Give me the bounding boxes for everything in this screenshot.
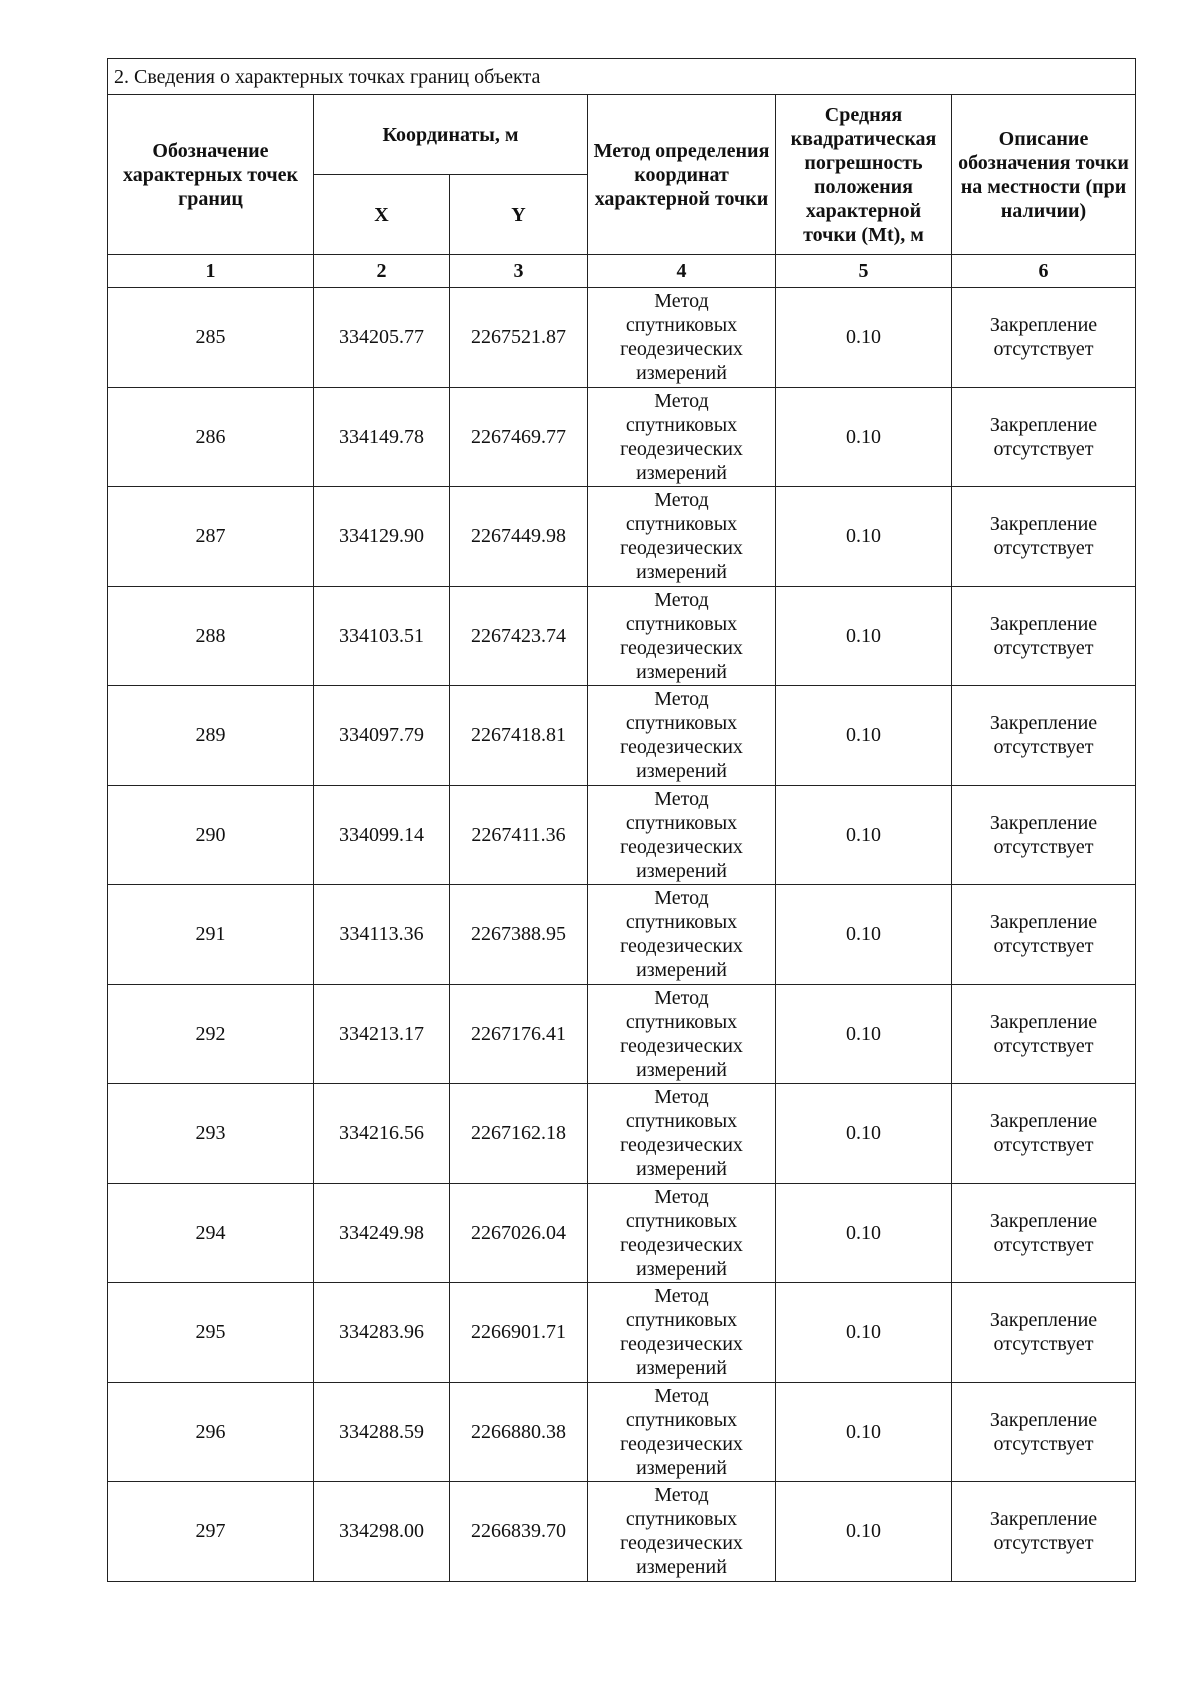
mt-error-cell: 0.10 [776,586,952,686]
method-line: спутниковых [625,413,738,436]
description-line: отсутствует [993,1333,1094,1356]
method-cell [588,1482,776,1582]
method-line: Метод [654,1086,709,1109]
table-row [108,1382,1136,1482]
table-row [108,686,1136,786]
method-cell [588,487,776,587]
method-line: Метод [654,290,709,313]
method-line: Метод [654,688,709,711]
column-number: 6 [952,255,1136,288]
method-line: измерений [636,1357,727,1380]
description-line: Закрепление [989,612,1098,635]
description-line: отсутствует [993,1034,1094,1057]
method-line: спутниковых [625,314,738,337]
column-number: 2 [314,255,450,288]
point-number-cell: 288 [108,586,314,686]
method-line: измерений [636,1058,727,1081]
description-line: отсутствует [993,437,1094,460]
method-line: геодезических [620,338,743,361]
table-row [108,984,1136,1084]
description-cell [952,1183,1136,1283]
header-error: Средняя квадратическая погрешность положения характерной точки (Mt), м [776,95,952,255]
header-designation: Обозначение характерных точек границ [108,95,314,255]
description-line: Закрепление [989,1010,1098,1033]
description-cell [952,686,1136,786]
description-line: отсутствует [993,935,1094,958]
y-coordinate-cell: 2267521.87 [450,288,588,388]
method-line: Метод [654,986,709,1009]
description-line: отсутствует [993,636,1094,659]
description-line: Закрепление [989,712,1098,735]
table-row [108,1283,1136,1383]
y-coordinate-cell: 2267176.41 [450,984,588,1084]
description-cell [952,586,1136,686]
mt-error-cell: 0.10 [776,487,952,587]
mt-error-cell: 0.10 [776,1482,952,1582]
x-coordinate-cell: 334283.96 [314,1283,450,1383]
header-method: Метод определения координат характерной точки [588,95,776,255]
method-line: измерений [636,461,727,484]
point-number-cell: 297 [108,1482,314,1582]
method-line: Метод [654,1484,709,1507]
y-coordinate-cell: 2267418.81 [450,686,588,786]
x-coordinate-cell: 334205.77 [314,288,450,388]
y-coordinate-cell: 2267388.95 [450,885,588,985]
table-row [108,1482,1136,1582]
method-line: Метод [654,1384,709,1407]
description-line: Закрепление [989,1309,1098,1332]
method-cell [588,686,776,786]
y-coordinate-cell: 2267411.36 [450,785,588,885]
x-coordinate-cell: 334129.90 [314,487,450,587]
description-line: отсутствует [993,1432,1094,1455]
x-coordinate-cell: 334249.98 [314,1183,450,1283]
point-number-cell: 294 [108,1183,314,1283]
y-coordinate-cell: 2267162.18 [450,1084,588,1184]
description-line: отсутствует [993,1532,1094,1555]
x-coordinate-cell: 334298.00 [314,1482,450,1582]
method-cell [588,984,776,1084]
mt-error-cell: 0.10 [776,785,952,885]
method-cell [588,785,776,885]
table-row [108,785,1136,885]
description-cell [952,387,1136,487]
y-coordinate-cell: 2267449.98 [450,487,588,587]
method-line: геодезических [620,636,743,659]
point-number-cell: 295 [108,1283,314,1383]
point-number-cell: 290 [108,785,314,885]
description-line: отсутствует [993,1233,1094,1256]
mt-error-cell: 0.10 [776,1283,952,1383]
mt-error-cell: 0.10 [776,984,952,1084]
table-row [108,487,1136,587]
column-number: 5 [776,255,952,288]
method-line: Метод [654,787,709,810]
method-line: спутниковых [625,1508,738,1531]
description-line: Закрепление [989,1408,1098,1431]
method-line: измерений [636,660,727,683]
description-cell [952,785,1136,885]
method-line: спутниковых [625,1408,738,1431]
description-line: Закрепление [989,911,1098,934]
description-cell [952,288,1136,388]
method-cell [588,387,776,487]
method-cell [588,885,776,985]
method-line: спутниковых [625,811,738,834]
description-line: Закрепление [989,314,1098,337]
x-coordinate-cell: 334103.51 [314,586,450,686]
method-line: геодезических [620,935,743,958]
method-line: измерений [636,760,727,783]
description-line: отсутствует [993,1134,1094,1157]
method-line: Метод [654,887,709,910]
point-number-cell: 296 [108,1382,314,1482]
table-body [108,288,1136,1582]
description-cell [952,885,1136,985]
method-line: Метод [654,389,709,412]
method-line: спутниковых [625,1309,738,1332]
table-row [108,1183,1136,1283]
point-number-cell: 285 [108,288,314,388]
method-line: спутниковых [625,513,738,536]
y-coordinate-cell: 2266839.70 [450,1482,588,1582]
table-row [108,885,1136,985]
description-line: Закрепление [989,413,1098,436]
method-cell [588,1183,776,1283]
y-coordinate-cell: 2266901.71 [450,1283,588,1383]
method-line: геодезических [620,1034,743,1057]
description-line: Закрепление [989,1209,1098,1232]
y-coordinate-cell: 2266880.38 [450,1382,588,1482]
method-line: геодезических [620,437,743,460]
description-cell [952,1482,1136,1582]
point-number-cell: 291 [108,885,314,985]
description-line: отсутствует [993,537,1094,560]
method-line: геодезических [620,1532,743,1555]
x-coordinate-cell: 334113.36 [314,885,450,985]
method-line: измерений [636,1158,727,1181]
x-coordinate-cell: 334099.14 [314,785,450,885]
mt-error-cell: 0.10 [776,288,952,388]
description-line: отсутствует [993,835,1094,858]
description-line: Закрепление [989,513,1098,536]
method-cell [588,288,776,388]
description-line: Закрепление [989,811,1098,834]
description-line: отсутствует [993,338,1094,361]
method-line: спутниковых [625,1110,738,1133]
method-line: измерений [636,1257,727,1280]
column-number: 1 [108,255,314,288]
header-coordinates: Координаты, м [314,95,588,175]
method-line: геодезических [620,736,743,759]
mt-error-cell: 0.10 [776,686,952,786]
boundary-points-table [107,58,1136,1582]
method-cell [588,586,776,686]
table-row [108,387,1136,487]
header-description: Описание обозначения точки на местности (при наличии) [952,95,1136,255]
method-line: геодезических [620,835,743,858]
description-cell [952,1382,1136,1482]
description-line: отсутствует [993,736,1094,759]
method-line: спутниковых [625,911,738,934]
method-line: измерений [636,1556,727,1579]
description-line: Закрепление [989,1110,1098,1133]
method-line: спутниковых [625,612,738,635]
method-cell [588,1283,776,1383]
point-number-cell: 293 [108,1084,314,1184]
point-number-cell: 287 [108,487,314,587]
method-line: Метод [654,1285,709,1308]
y-coordinate-cell: 2267469.77 [450,387,588,487]
description-cell [952,1084,1136,1184]
description-cell [952,984,1136,1084]
table-row [108,1084,1136,1184]
method-line: геодезических [620,1333,743,1356]
method-line: измерений [636,561,727,584]
method-line: спутниковых [625,1010,738,1033]
method-cell [588,1084,776,1184]
x-coordinate-cell: 334097.79 [314,686,450,786]
description-line: Закрепление [989,1508,1098,1531]
table-row [108,586,1136,686]
mt-error-cell: 0.10 [776,1183,952,1283]
header-x: X [314,175,450,255]
method-line: Метод [654,1185,709,1208]
method-line: геодезических [620,1432,743,1455]
table-row [108,288,1136,388]
point-number-cell: 289 [108,686,314,786]
method-line: измерений [636,362,727,385]
description-cell [952,487,1136,587]
x-coordinate-cell: 334288.59 [314,1382,450,1482]
point-number-cell: 292 [108,984,314,1084]
x-coordinate-cell: 334216.56 [314,1084,450,1184]
method-line: Метод [654,588,709,611]
point-number-cell: 286 [108,387,314,487]
column-number: 4 [588,255,776,288]
method-line: измерений [636,859,727,882]
method-line: Метод [654,489,709,512]
column-number: 3 [450,255,588,288]
method-cell [588,1382,776,1482]
mt-error-cell: 0.10 [776,885,952,985]
mt-error-cell: 0.10 [776,1382,952,1482]
method-line: спутниковых [625,1209,738,1232]
method-line: измерений [636,959,727,982]
method-line: геодезических [620,1233,743,1256]
method-line: спутниковых [625,712,738,735]
x-coordinate-cell: 334149.78 [314,387,450,487]
mt-error-cell: 0.10 [776,1084,952,1184]
method-line: геодезических [620,537,743,560]
section-title: 2. Сведения о характерных точках границ объекта [108,59,1136,95]
method-line: геодезических [620,1134,743,1157]
y-coordinate-cell: 2267026.04 [450,1183,588,1283]
mt-error-cell: 0.10 [776,387,952,487]
description-cell [952,1283,1136,1383]
method-line: измерений [636,1456,727,1479]
header-y: Y [450,175,588,255]
y-coordinate-cell: 2267423.74 [450,586,588,686]
x-coordinate-cell: 334213.17 [314,984,450,1084]
